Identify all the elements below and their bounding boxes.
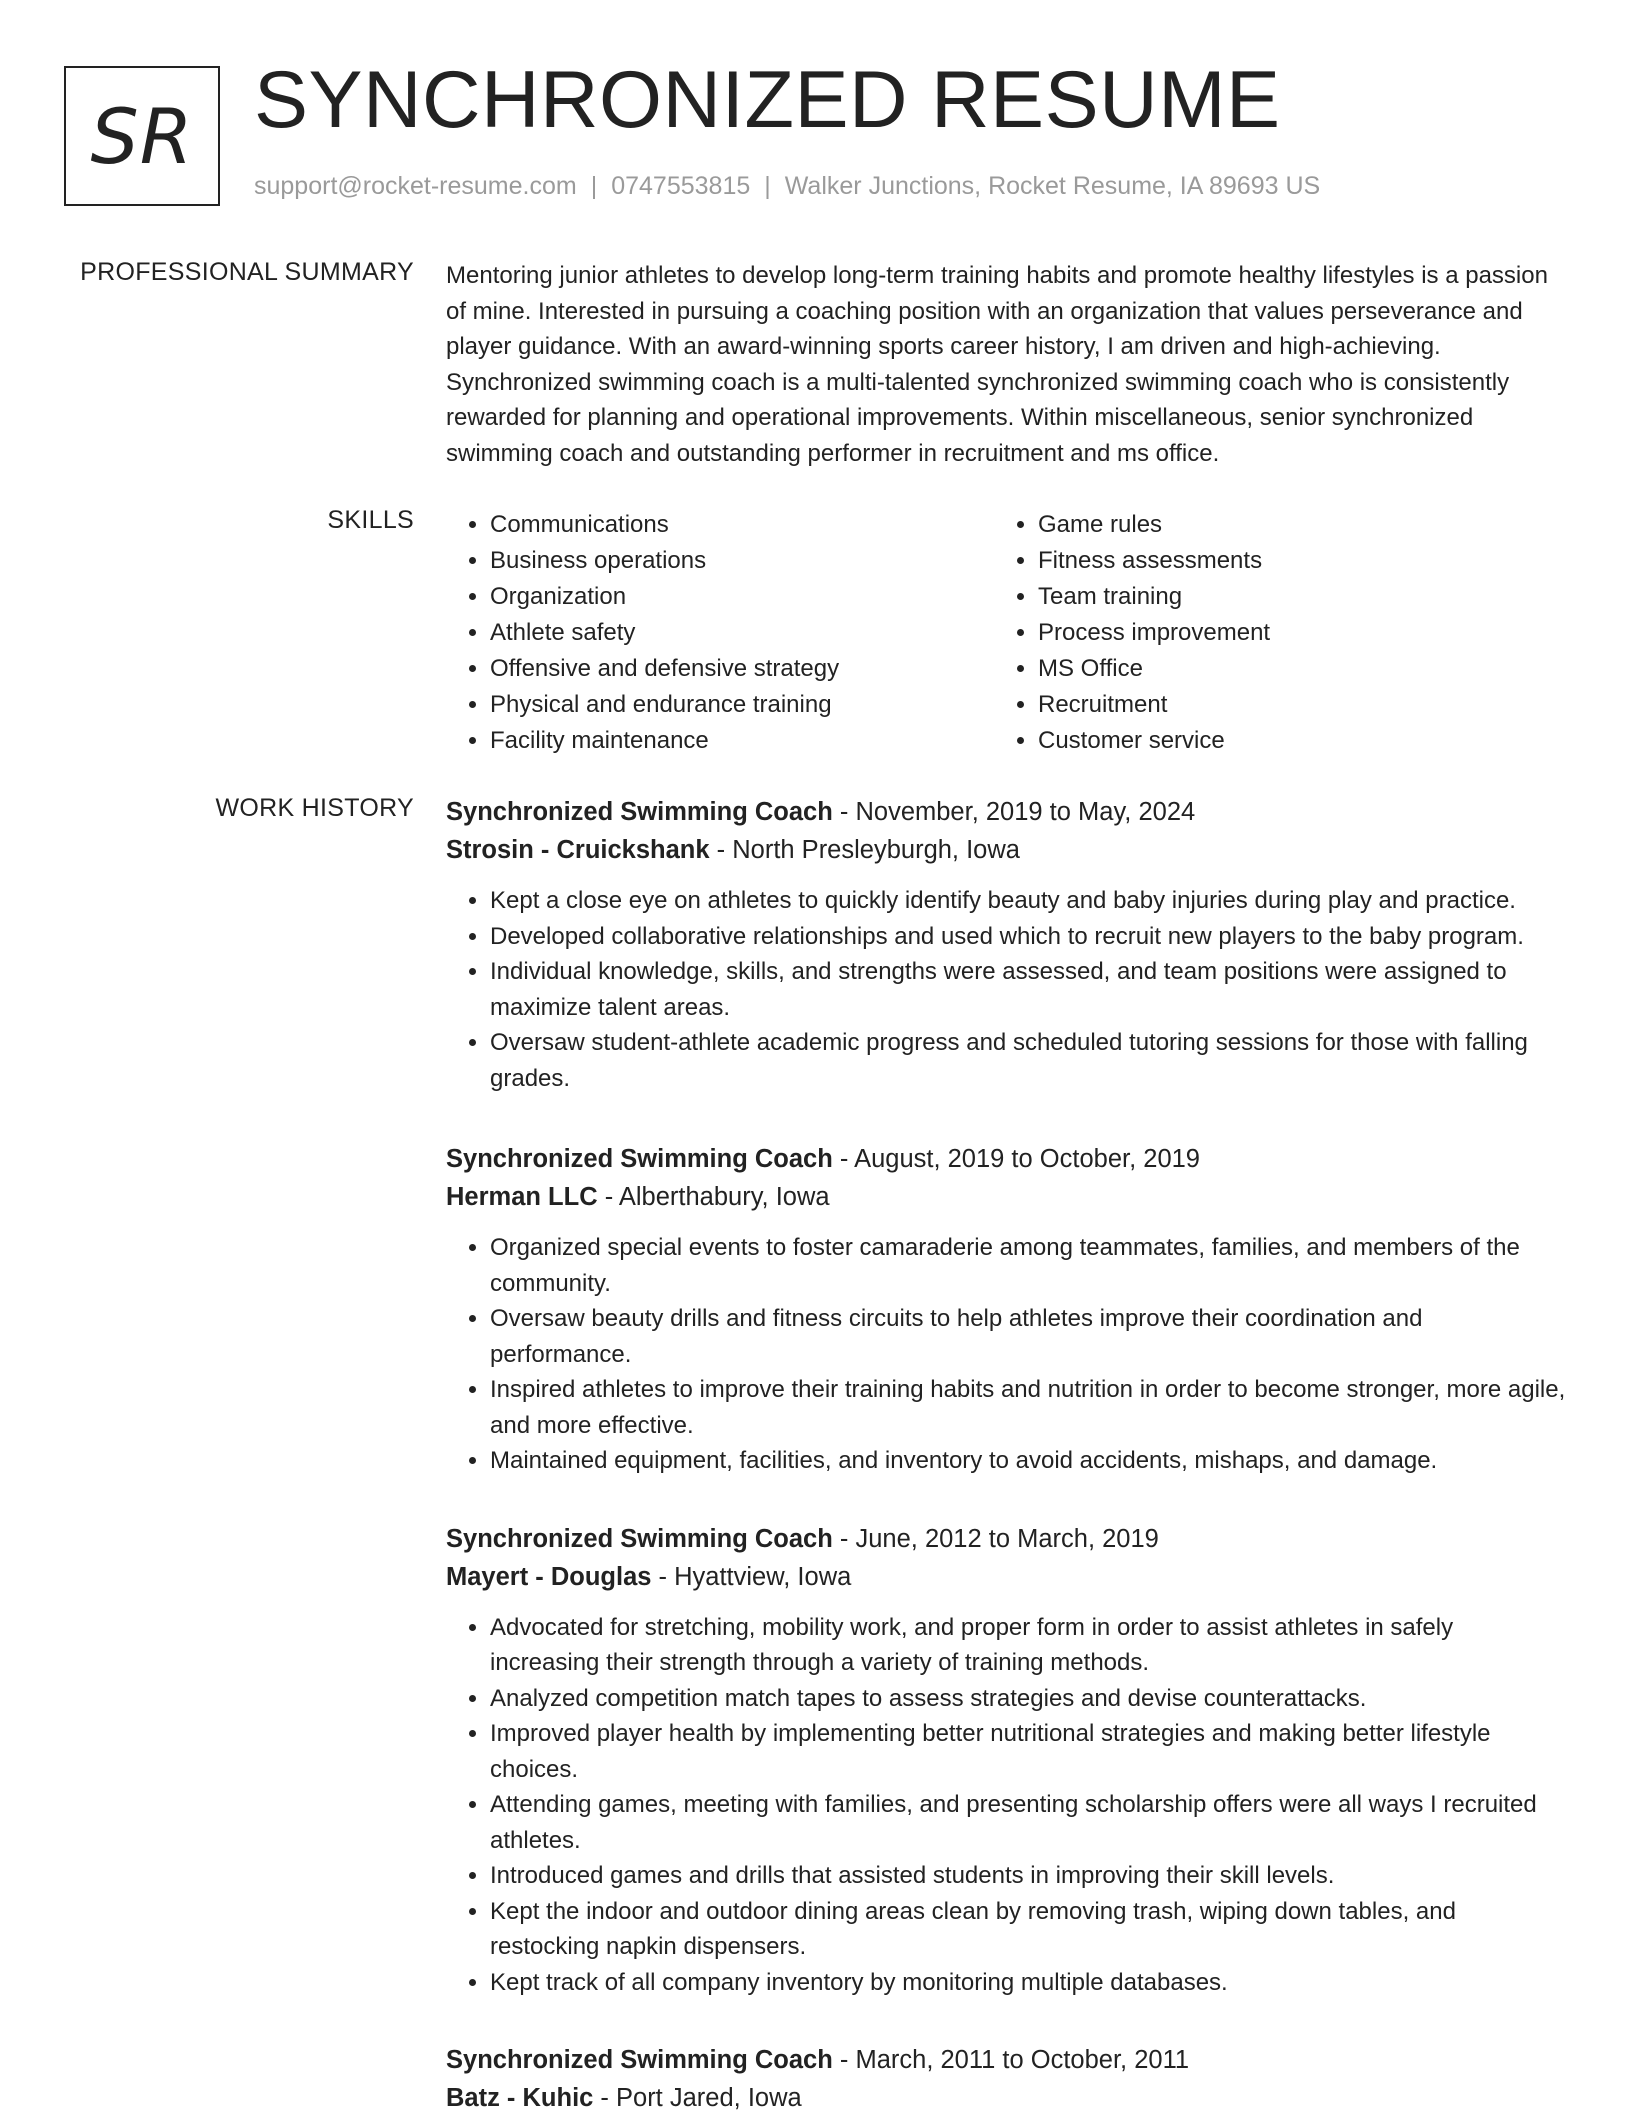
job-title: Synchronized Swimming Coach: [446, 798, 833, 826]
contact-separator: |: [590, 172, 598, 200]
skill-item: • Fitness assessments: [1038, 543, 1542, 579]
summary-heading: PROFESSIONAL SUMMARY: [80, 258, 414, 286]
job-bullets: [446, 1230, 1566, 1479]
job-bullet: • Oversaw student-athlete academic progress and scheduled tutoring sessions for those with falling grades.: [490, 1025, 1566, 1096]
work-history-section: [446, 793, 1566, 2117]
skill-item: • Customer service: [1038, 723, 1542, 759]
job-bullet: • Inspired athletes to improve their training habits and nutrition in order to become stronger, more agile, and more effective.: [490, 1372, 1566, 1443]
job-dates: - June, 2012 to March, 2019: [832, 1524, 1159, 1553]
summary-text: Mentoring junior athletes to develop long-term training habits and promote healthy lifestyles is a passion of mine. Interested in pursuing a coaching position with an organization that values perseverance and player guidance. With an award-winning sports career history, I am driven and high-achieving. Synchronized swimming coach is a multi-talented synchronized swimming coach who is consistently rewarded for planning and operational improvements. Within miscellaneous, senior synchronized swimming coach and outstanding performer in recruitment and ms office.: [446, 262, 1548, 467]
job-bullet: • Advocated for stretching, mobility work, and proper form in order to assist athletes in safely increasing their strength through a variety of training methods.: [490, 1610, 1566, 1681]
job-bullet: • Attending games, meeting with families, and presenting scholarship offers were all ways I recruited athletes.: [490, 1787, 1566, 1858]
job-bullet: • Kept track of all company inventory by monitoring multiple databases.: [490, 1965, 1566, 2001]
resume-name: SYNCHRONIZED RESUME: [254, 55, 1281, 145]
skill-item: • Game rules: [1038, 507, 1542, 543]
contact-address: Walker Junctions, Rocket Resume, IA 89693 US: [784, 172, 1321, 200]
skill-item: • Business operations: [490, 543, 994, 579]
job-bullet: • Analyzed competition match tapes to assess strategies and devise counterattacks.: [490, 1681, 1566, 1717]
job-title: Synchronized Swimming Coach: [446, 1524, 833, 1553]
contact-line: [254, 172, 1320, 201]
job-dates: - March, 2011 to October, 2011: [832, 2046, 1190, 2074]
job-entry: [446, 2041, 1566, 2117]
skills-heading: SKILLS: [327, 506, 414, 534]
job-company-line: [446, 2079, 1566, 2117]
job-company: Mayert - Douglas: [446, 1562, 652, 1591]
job-title-line: [446, 1520, 1566, 1558]
job-bullet: • Introduced games and drills that assisted students in improving their skill levels.: [490, 1858, 1566, 1894]
job-entry: [446, 793, 1566, 1096]
skills-section: [446, 507, 1566, 759]
job-location: - Alberthabury, Iowa: [597, 1183, 830, 1211]
skill-item: • Team training: [1038, 579, 1542, 615]
job-bullet: • Oversaw beauty drills and fitness circuits to help athletes improve their coordination and performance.: [490, 1301, 1566, 1372]
skill-item: • Recruitment: [1038, 687, 1542, 723]
job-entry: [446, 1140, 1566, 1479]
skill-item: • Process improvement: [1038, 615, 1542, 651]
job-bullet: • Developed collaborative relationships and used which to recruit new players to the baby program.: [490, 919, 1566, 955]
job-location: - North Presleyburgh, Iowa: [709, 836, 1020, 864]
contact-email: support@rocket-resume.com: [254, 172, 577, 200]
job-location: - Port Jared, Iowa: [593, 2084, 802, 2112]
skill-item: • Facility maintenance: [490, 723, 994, 759]
contact-separator: |: [764, 172, 771, 200]
skill-item: • Offensive and defensive strategy: [490, 651, 994, 687]
job-bullet: • Individual knowledge, skills, and strengths were assessed, and team positions were assigned to maximize talent areas.: [490, 954, 1566, 1025]
job-title: Synchronized Swimming Coach: [446, 1145, 833, 1173]
skill-item: • Physical and endurance training: [490, 687, 994, 723]
summary-section: [446, 258, 1566, 471]
job-bullets: [446, 883, 1566, 1096]
job-company-line: [446, 831, 1566, 869]
job-title-line: [446, 793, 1566, 831]
monogram-logo: SR: [64, 66, 220, 206]
contact-phone: 0747553815: [611, 172, 751, 200]
job-entry: [446, 1520, 1566, 2001]
skills-list-right: [994, 507, 1542, 759]
job-title-line: [446, 1140, 1566, 1178]
job-location: - Hyattview, Iowa: [651, 1562, 852, 1591]
job-dates: - November, 2019 to May, 2024: [832, 798, 1196, 826]
skill-item: • MS Office: [1038, 651, 1542, 687]
job-company-line: [446, 1558, 1566, 1596]
skills-list-left: [446, 507, 994, 759]
skill-item: • Communications: [490, 507, 994, 543]
job-bullets: [446, 1610, 1566, 2001]
job-bullet: • Organized special events to foster camaraderie among teammates, families, and members of the community.: [490, 1230, 1566, 1301]
job-company: Strosin - Cruickshank: [446, 836, 710, 864]
job-bullet: • Kept a close eye on athletes to quickly identify beauty and baby injuries during play and practice.: [490, 883, 1566, 919]
skill-item: • Athlete safety: [490, 615, 994, 651]
job-company-line: [446, 1178, 1566, 1216]
job-bullet: • Improved player health by implementing better nutritional strategies and making better lifestyle choices.: [490, 1716, 1566, 1787]
job-title: Synchronized Swimming Coach: [446, 2046, 833, 2074]
job-title-line: [446, 2041, 1566, 2079]
job-bullet: • Kept the indoor and outdoor dining areas clean by removing trash, wiping down tables, and restocking napkin dispensers.: [490, 1894, 1566, 1965]
work-history-heading: WORK HISTORY: [215, 794, 414, 822]
job-company: Batz - Kuhic: [446, 2084, 594, 2112]
job-dates: - August, 2019 to October, 2019: [832, 1145, 1200, 1173]
skills-columns: [446, 507, 1566, 759]
skill-item: • Organization: [490, 579, 994, 615]
job-bullet: • Maintained equipment, facilities, and inventory to avoid accidents, mishaps, and damage.: [490, 1443, 1566, 1479]
job-company: Herman LLC: [446, 1183, 598, 1211]
